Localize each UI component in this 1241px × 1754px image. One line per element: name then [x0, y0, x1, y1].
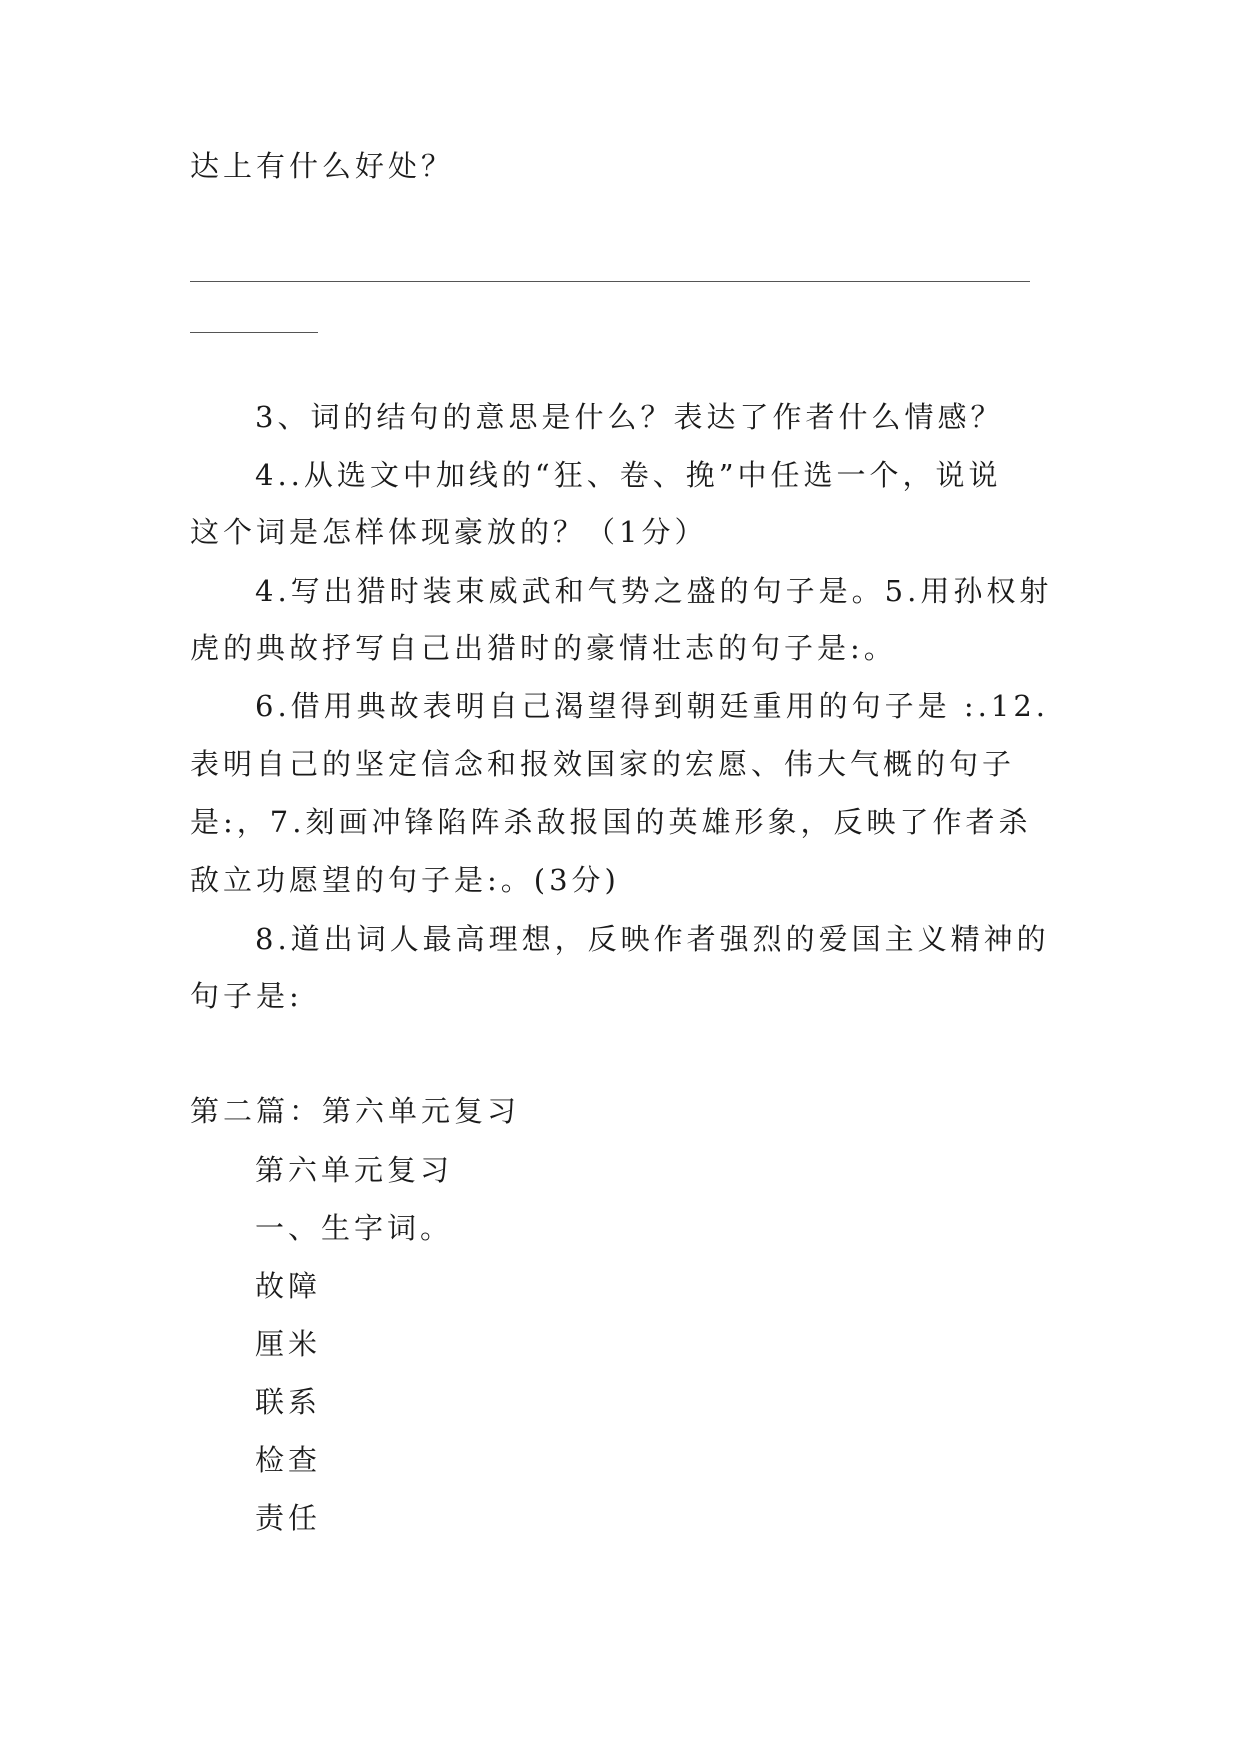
vocab-item: 责任	[255, 1501, 322, 1535]
section-subtitle: 第六单元复习	[255, 1153, 454, 1187]
text-line: 敌立功愿望的句子是:。(3分)	[190, 863, 620, 897]
vocab-item: 联系	[255, 1385, 322, 1419]
question-3: 3、词的结句的意思是什么？表达了作者什么情感？	[255, 400, 1004, 434]
vocab-title: 一、生字词。	[255, 1211, 454, 1245]
question-4a: 4..从选文中加线的“狂、卷、挽”中任选一个，说说	[255, 458, 1002, 492]
answer-blank-line	[190, 332, 318, 333]
vocab-item: 故障	[255, 1269, 322, 1303]
vocab-item: 检查	[255, 1443, 322, 1477]
text-line: 是:，7.刻画冲锋陷阵杀敌报国的英雄形象，反映了作者杀	[190, 805, 1032, 839]
text-line: 这个词是怎样体现豪放的？（1分）	[190, 515, 708, 549]
question-6: 6.借用典故表明自己渴望得到朝廷重用的句子是 :.12.	[255, 689, 1049, 723]
text-line: 虎的典故抒写自己出猎时的豪情壮志的句子是:。	[190, 631, 897, 665]
text-line: 表明自己的坚定信念和报效国家的宏愿、伟大气概的句子	[190, 747, 1016, 781]
text-line: 达上有什么好处？	[190, 149, 455, 183]
section-heading: 第二篇：第六单元复习	[190, 1094, 521, 1128]
vocab-item: 厘米	[255, 1327, 322, 1361]
text-line: 句子是:	[190, 979, 303, 1013]
question-8: 8.道出词人最高理想，反映作者强烈的爱国主义精神的	[255, 922, 1050, 956]
answer-blank-line	[190, 281, 1030, 282]
question-4b: 4.写出猎时装束威武和气势之盛的句子是。5.用孙权射	[255, 574, 1053, 608]
